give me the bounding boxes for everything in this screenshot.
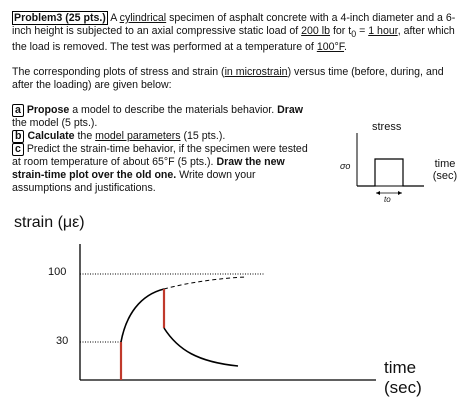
task-c: c Predict the strain-time behavior, if the specimen were tested at room temperature of about 65°F (5 pts.). Draw the new strain-time plot over the old one. Write down your assumptions and justifications. xyxy=(12,143,308,194)
stress-axis-label: stress xyxy=(372,121,402,133)
task-a: a Propose a model to describe the materials behavior. Draw the model (5 pts.). xyxy=(12,104,304,129)
problem-statement: Problem3 (25 pts.) A cylindrical specimen of asphalt concrete with a 4-inch diameter and a 6-inch height is subjected to an axial compressive static load of 200 lb for $t_0 = 1$ hour, after which the load is removed. The test was performed at a temperature of 100°F. xyxy=(12,12,456,54)
t0-label: to xyxy=(384,195,391,204)
task-b-letter: b xyxy=(12,130,24,143)
load-value: 200 lb xyxy=(301,25,331,37)
tick-100-label: 100 xyxy=(48,266,67,278)
duration-value: 1 hour xyxy=(368,25,398,37)
sigma-zero-label: σo xyxy=(340,161,351,171)
t0-arrow-left xyxy=(376,191,380,195)
microstrain-word: in microstrain xyxy=(224,66,288,78)
creep-continuation-dashed xyxy=(164,277,246,289)
temperature-value: 100°F xyxy=(316,41,345,54)
recovery-curve xyxy=(164,328,238,366)
task-b: b Calculate the model parameters (15 pts.). xyxy=(12,130,312,143)
cylindrical-word: cylindrical xyxy=(119,12,167,24)
task-a-letter: a xyxy=(12,104,24,117)
creep-curve xyxy=(121,289,164,342)
task-c-letter: c xyxy=(12,143,24,156)
task-list xyxy=(12,104,312,195)
strain-axis-label: strain (με) xyxy=(14,214,85,231)
stress-time-label: time (sec) xyxy=(432,158,458,182)
tick-30-label: 30 xyxy=(56,335,69,347)
problem-heading: Problem3 (25 pts.) xyxy=(14,12,106,24)
strain-time-label: time (sec) xyxy=(384,358,422,397)
plots-intro: The corresponding plots of stress and strain (in microstrain) versus time (before, during, and after the loading) are given below: xyxy=(12,66,444,91)
t0-arrow-right xyxy=(398,191,402,195)
stress-step-pulse xyxy=(357,159,424,186)
